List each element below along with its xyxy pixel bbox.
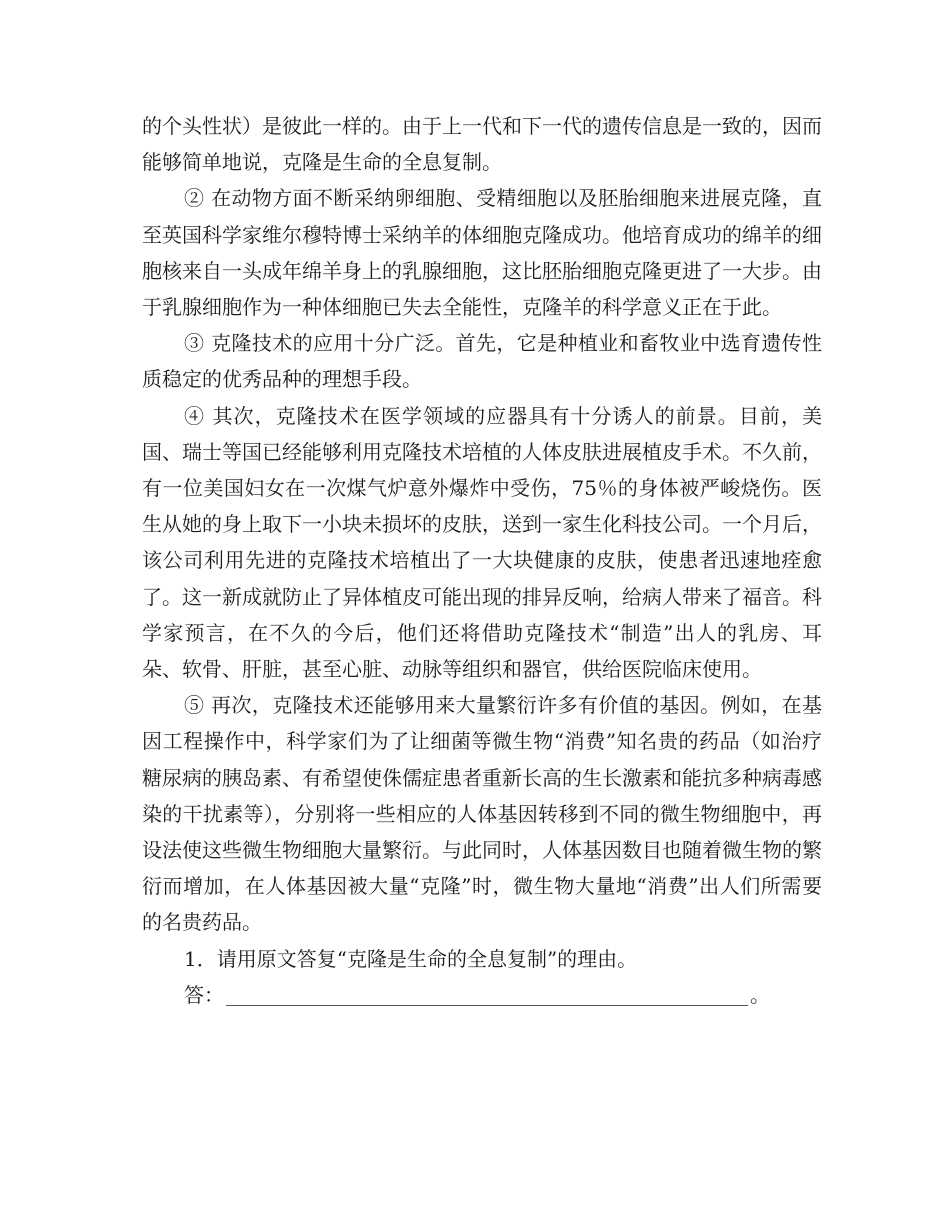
answer-row [142,977,822,1013]
paragraph-3: ③ 克隆技术的应用十分广泛。首先，它是种植业和畜牧业中选育遗传性质稳定的优秀品种的理想手段。 [142,331,822,392]
paragraph-2: ② 在动物方面不断采纳卵细胞、受精细胞以及胚胎细胞来进展克隆，直至英国科学家维尔穆特博士采纳羊的体细胞克隆成功。他培育成功的绵羊的细胞核来自一头成年绵羊身上的乳腺细胞，这比胚胎细胞克隆更进了一大步。由于乳腺细胞作为一种体细胞已失去全能性，克隆羊的科学意义正在于此。 [142,186,822,320]
answer-label: 答： [184,982,224,1007]
question-1: 1．请用原文答复“克隆是生命的全息复制”的理由。 [184,946,638,971]
article-body [142,108,822,1013]
answer-end-punctuation: 。 [750,982,770,1007]
paragraph-continuation: 的个头性状）是彼此一样的。由于上一代和下一代的遗传信息是一致的，因而能够简单地说，克隆是生命的全息复制。 [142,114,822,175]
answer-blank-line[interactable] [226,983,748,1006]
paragraph-5: ⑤ 再次，克隆技术还能够用来大量繁衍许多有价值的基因。例如，在基因工程操作中，科学家们为了让细菌等微生物“消费”知名贵的药品（如治疗糖尿病的胰岛素、有希望使侏儒症患者重新长高的生长激素和能抗多种病毒感染的干扰素等），分别将一些相应的人体基因转移到不同的微生物细胞中，再设法使这些微生物细胞大量繁衍。与此同时，人体基因数目也随着微生物的繁衍而增加，在人体基因被大量“克隆”时，微生物大量地“消费”出人们所需要的名贵药品。 [142,693,822,935]
paragraph-4: ④ 其次，克隆技术在医学领域的应器具有十分诱人的前景。目前，美国、瑞士等国已经能够利用克隆技术培植的人体皮肤进展植皮手术。不久前，有一位美国妇女在一次煤气炉意外爆炸中受伤，75％的身体被严峻烧伤。医生从她的身上取下一小块未损坏的皮肤，送到一家生化科技公司。一个月后，该公司利用先进的克隆技术培植出了一大块健康的皮肤，使患者迅速地痊愈了。这一新成就防止了异体植皮可能出现的排异反响，给病人带来了福音。科学家预言，在不久的今后，他们还将借助克隆技术“制造”出人的乳房、耳朵、软骨、肝脏，甚至心脏、动脉等组织和器官，供给医院临床使用。 [142,403,822,682]
